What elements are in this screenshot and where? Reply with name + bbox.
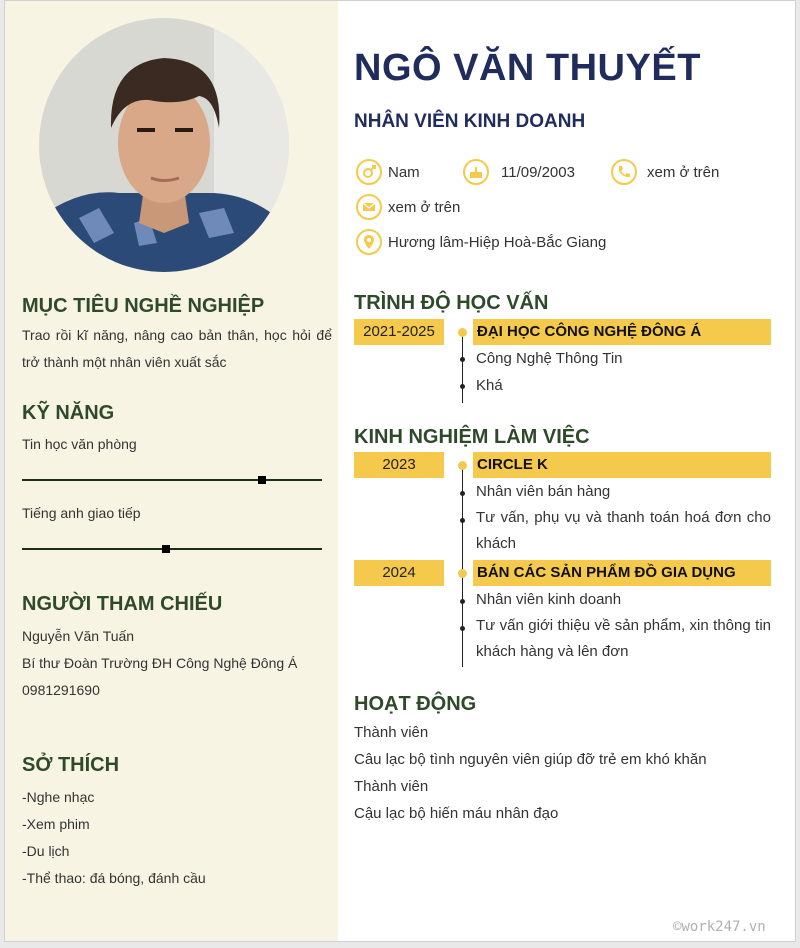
birthdate-info [463,159,575,185]
company-name: BÁN CÁC SẢN PHẨM ĐỒ GIA DỤNG [473,560,771,586]
gender-info [356,159,420,185]
timeline-dot [458,569,467,578]
skill-level-bar [22,548,322,550]
gender-icon [356,159,382,185]
skills-heading: KỸ NĂNG [22,402,115,424]
phone-icon [611,159,637,185]
skill-level-marker [162,545,170,553]
hobby-item: -Xem phim [22,816,90,832]
experience-heading: KINH NGHIỆM LÀM VIỆC [354,426,590,448]
bullet-dot [460,491,465,496]
activity-item: Cậu lạc bộ hiến máu nhân đạo [354,805,559,822]
bullet-dot [460,626,465,631]
education-years: 2021-2025 [354,319,444,345]
timeline-dot [458,461,467,470]
skill-name: Tiếng anh giao tiếp [22,505,141,521]
school-name: ĐẠI HỌC CÔNG NGHỆ ĐÔNG Á [473,319,771,345]
gender-value: Nam [388,163,420,181]
bullet-dot [460,384,465,389]
reference-name: Nguyễn Văn Tuấn [22,628,135,644]
hobby-item: -Du lịch [22,843,70,859]
skill-level-marker [258,476,266,484]
hobby-item: -Thể thao: đá bóng, đánh cầu [22,870,206,886]
bullet-dot [460,518,465,523]
activities-heading: HOẠT ĐỘNG [354,693,477,715]
education-timeline [462,331,463,403]
email-icon [356,194,382,220]
company-name: CIRCLE K [473,452,771,478]
objective-text: Trao rồi kĩ năng, nâng cao bản thân, học hỏi để trở thành một nhân viên xuất sắc [22,327,332,370]
reference-phone: 0981291690 [22,682,100,698]
phone-value[interactable]: xem ở trên [647,163,720,181]
activity-item: Thành viên [354,778,429,795]
sidebar [5,1,338,941]
activity-item: Thành viên [354,724,429,741]
address-info [356,229,606,255]
email-value[interactable]: xem ở trên [388,198,461,216]
job-year: 2024 [354,560,444,586]
bullet-dot [460,599,465,604]
references-heading: NGƯỜI THAM CHIẾU [22,593,223,615]
cake-icon [463,159,489,185]
education-detail: Khá [476,377,503,394]
skill-name: Tin học văn phòng [22,436,137,452]
reference-role: Bí thư Đoàn Trường ĐH Công Nghệ Đông Á [22,655,298,671]
education-detail: Công Nghệ Thông Tin [476,350,623,367]
location-icon [356,229,382,255]
objective-heading: MỤC TIÊU NGHỀ NGHIỆP [22,295,265,317]
address-value: Hương lâm-Hiệp Hoà-Bắc Giang [388,233,607,251]
bullet-dot [460,357,465,362]
phone-info [611,159,719,185]
candidate-name: NGÔ VĂN THUYẾT [354,47,701,89]
job-detail: Tư vấn giới thiệu về sản phẩm, xin thông tin khách hàng và lên đơn [476,617,771,660]
email-info [356,194,460,220]
candidate-position: NHÂN VIÊN KINH DOANH [354,111,586,132]
job-detail: Nhân viên bán hàng [476,483,611,500]
education-heading: TRÌNH ĐỘ HỌC VẤN [354,292,549,314]
hobby-item: -Nghe nhạc [22,789,95,805]
job-year: 2023 [354,452,444,478]
birthdate-value: 11/09/2003 [501,163,575,181]
timeline-dot [458,328,467,337]
cv-page [4,0,796,942]
job-detail: Nhân viên kinh doanh [476,591,622,608]
activity-item: Câu lạc bộ tình nguyên viên giúp đỡ trẻ em khó khăn [354,751,707,768]
skill-level-bar [22,479,322,481]
job-detail: Tư vấn, phụ vụ và thanh toán hoá đơn cho khách [476,509,771,552]
profile-photo [39,18,289,272]
watermark: ©work247.vn [673,919,766,935]
hobbies-heading: SỞ THÍCH [22,754,120,776]
